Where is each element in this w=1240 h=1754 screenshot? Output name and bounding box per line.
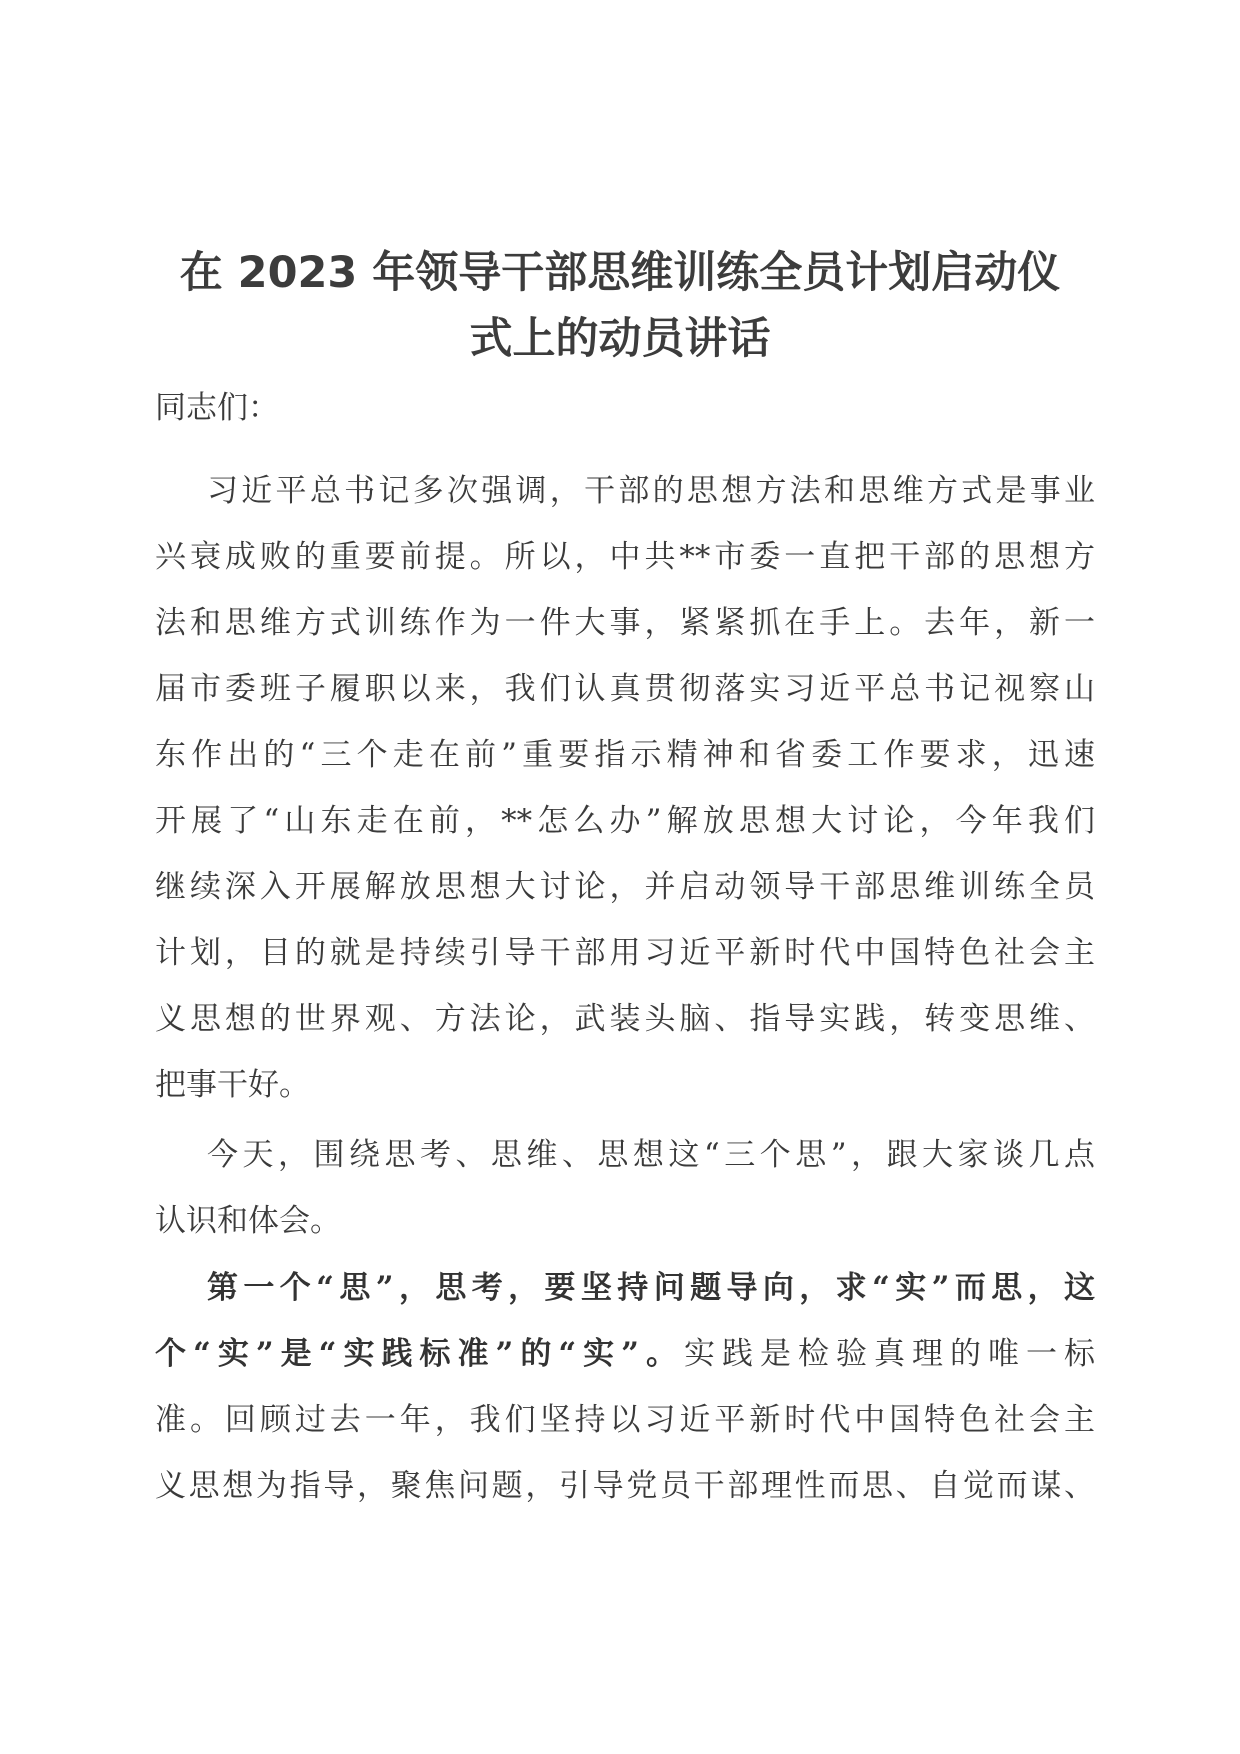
paragraph-line: 开展了“山东走在前，**怎么办”解放思想大讨论，今年我们 <box>155 803 1095 839</box>
mixed-line <box>155 1321 1095 1387</box>
paragraph-line: 把事干好。 <box>155 1067 310 1103</box>
paragraph-2 <box>155 1122 1095 1254</box>
paragraph-line: 今天，围绕思考、思维、思想这“三个思”，跟大家谈几点 <box>207 1137 1095 1173</box>
paragraph-line: 兴衰成败的重要前提。所以，中共**市委一直把干部的思想方 <box>155 539 1095 575</box>
document-title <box>140 240 1100 372</box>
paragraph-line: 届市委班子履职以来，我们认真贯彻落实习近平总书记视察山 <box>155 671 1095 707</box>
paragraph-3 <box>155 1255 1095 1519</box>
paragraph-line: 习近平总书记多次强调，干部的思想方法和思维方式是事业 <box>207 473 1095 509</box>
title-line-2: 式上的动员讲话 <box>469 314 771 364</box>
paragraph-line: 义思想为指导，聚焦问题，引导党员干部理性而思、自觉而谋、 <box>155 1468 1095 1504</box>
title-line-1: 在 2023 年领导干部思维训练全员计划启动仪 <box>179 248 1061 298</box>
paragraph-line: 准。回顾过去一年，我们坚持以习近平新时代中国特色社会主 <box>155 1402 1095 1438</box>
paragraph-1 <box>155 458 1095 1118</box>
paragraph-line: 继续深入开展解放思想大讨论，并启动领导干部思维训练全员 <box>155 869 1095 905</box>
bold-heading-line: 第一个“思”，思考，要坚持问题导向，求“实”而思，这 <box>207 1270 1095 1306</box>
paragraph-line: 法和思维方式训练作为一件大事，紧紧抓在手上。去年，新一 <box>155 605 1095 641</box>
paragraph-text: 实践是检验真理的唯一标 <box>684 1336 1095 1372</box>
bold-heading-tail: 个“实”是“实践标准”的“实”。 <box>155 1336 684 1372</box>
paragraph-line: 东作出的“三个走在前”重要指示精神和省委工作要求，迅速 <box>155 737 1095 773</box>
paragraph-line: 认识和体会。 <box>155 1203 341 1239</box>
paragraph-line: 计划，目的就是持续引导干部用习近平新时代中国特色社会主 <box>155 935 1095 971</box>
salutation: 同志们： <box>155 390 279 426</box>
paragraph-line: 义思想的世界观、方法论，武装头脑、指导实践，转变思维、 <box>155 1001 1095 1037</box>
